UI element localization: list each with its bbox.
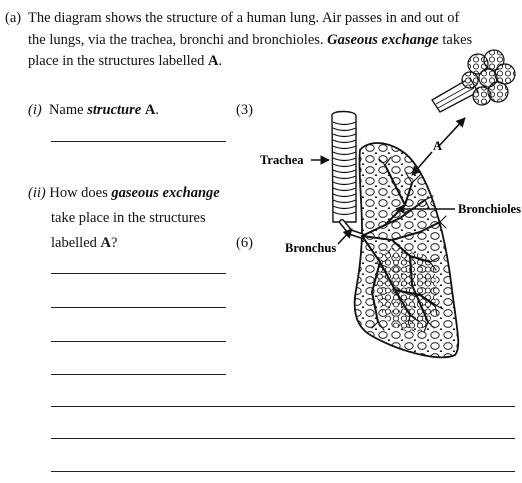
label-bronchus: Bronchus xyxy=(285,241,337,255)
part-i-structure: structure xyxy=(87,102,142,118)
intro-label-a: A xyxy=(207,53,219,69)
part-ii-question-line-2: take place in the structures xyxy=(51,210,206,226)
intro-gaseous-exchange: Gaseous exchange xyxy=(327,31,439,48)
part-ii-line3-a: labelled xyxy=(51,235,97,251)
part-ii-gaseous-exchange: gaseous exchange xyxy=(111,185,220,201)
intro-line-2-text: the lungs, via the trachea, bronchi and bronchioles. xyxy=(28,31,324,48)
part-i-number: (i) xyxy=(28,102,42,118)
part-ii-marks: (6) xyxy=(236,235,253,251)
intro-line-3-end: . xyxy=(218,53,223,69)
question-label-text: (a) xyxy=(5,10,22,26)
part-i-text-a: Name xyxy=(48,102,84,118)
part-i-end: . xyxy=(155,102,159,118)
part-ii-number: (ii) xyxy=(28,185,46,201)
label-a: A xyxy=(433,139,443,153)
lung-shape xyxy=(355,143,459,357)
intro-line-3-text: place in the structures labelled xyxy=(28,53,205,69)
part-i-marks: (3) xyxy=(236,102,253,118)
part-ii-text-a: How does xyxy=(49,185,108,201)
part-i-label-a: A xyxy=(144,102,156,118)
intro-line-1: The diagram shows the structure of a human lung. Air passes in and out of xyxy=(28,10,460,26)
label-trachea: Trachea xyxy=(260,153,304,167)
intro-line-2-tail: takes xyxy=(442,31,473,48)
part-ii-label-a: A xyxy=(100,235,112,251)
label-bronchioles: Bronchioles xyxy=(458,202,521,216)
trachea-tube xyxy=(332,112,356,223)
alveoli-cluster-illustration xyxy=(432,50,515,112)
part-ii-line3-end: ? xyxy=(111,235,118,251)
